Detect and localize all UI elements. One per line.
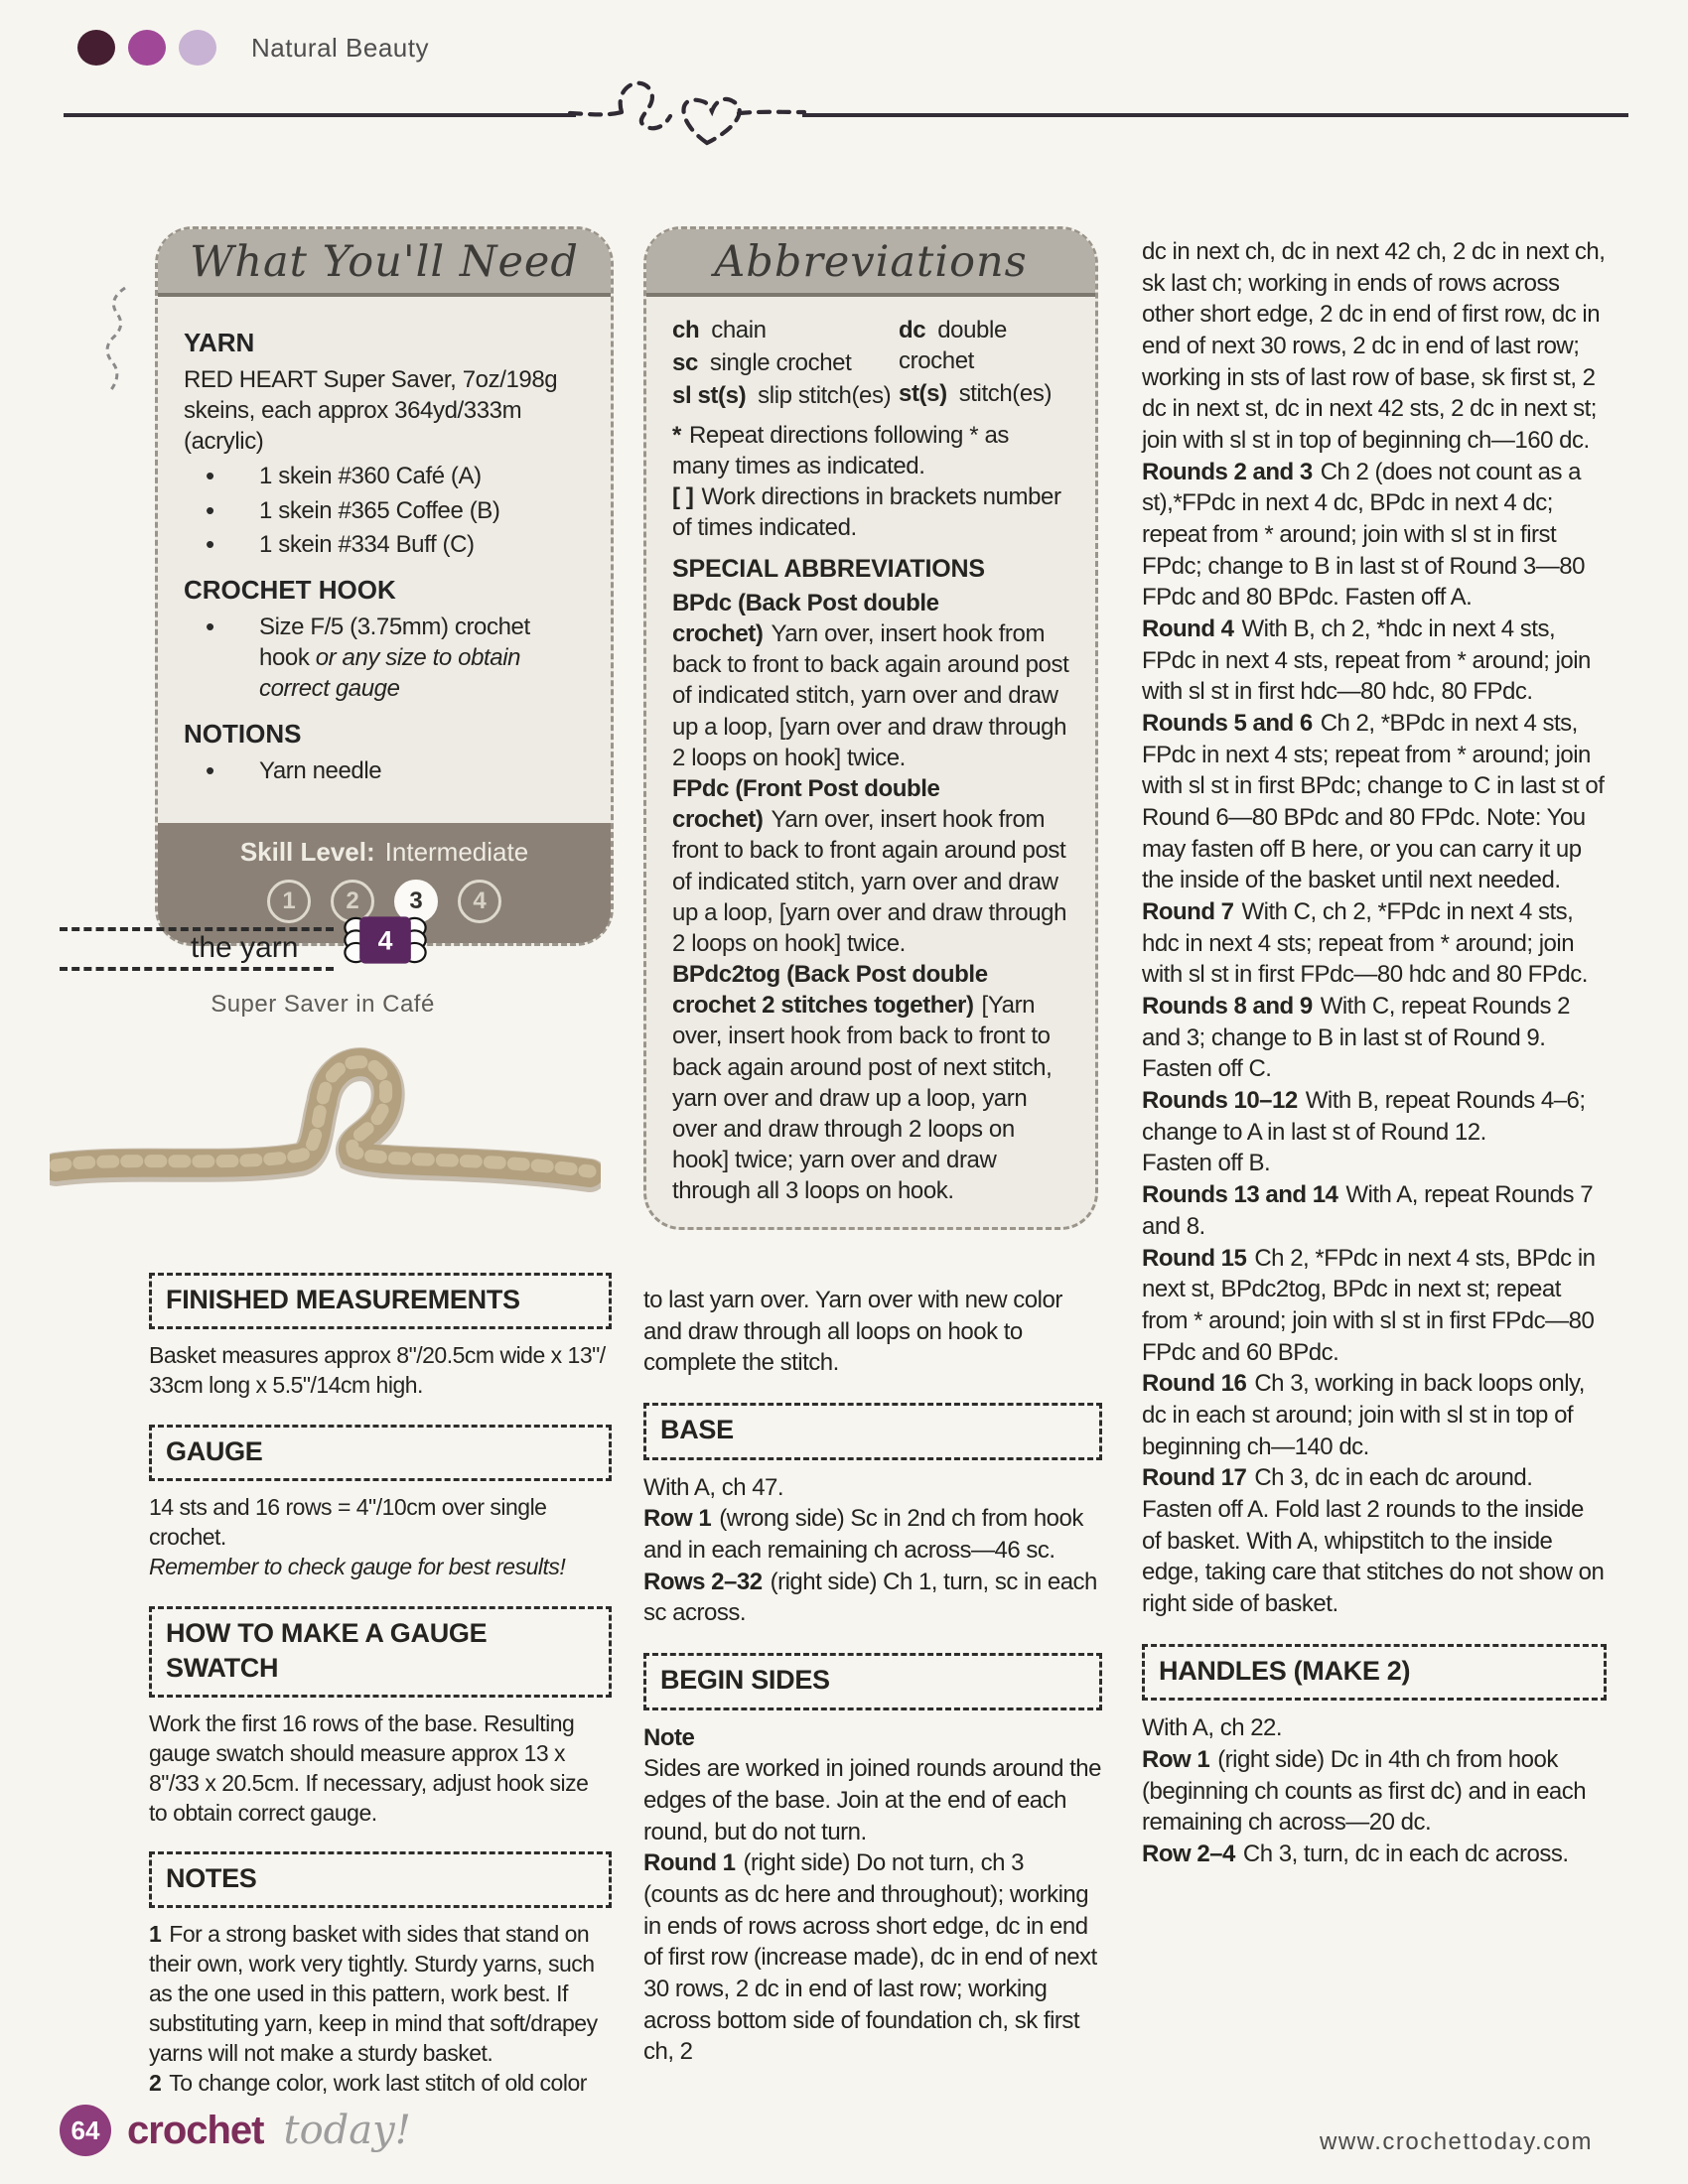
instruction-paragraph: Round 1 (right side) Do not turn, ch 3 (counts as dc here and throughout); working in ends of rows across short edge, dc in end of first row (increase made), dc in end of next 30 rows, 2 dc in end of last row; working across bottom side of foundation ch, sk first ch, 2 xyxy=(643,1849,1097,2066)
handles-section xyxy=(1142,1644,1607,1870)
special-abbreviations-heading: SPECIAL ABBREVIATIONS xyxy=(672,555,985,584)
special-abbreviation: BPdc (Back Post double crochet) Yarn over, insert hook from back to front to back again around post of indicated stitch, yarn over and draw up a loop, [yarn over and draw through 2 loops on hook] twice. xyxy=(672,589,1069,771)
continuation-paragraph: to last yarn over. Yarn over with new color and draw through all loops on hook to complete the stitch. xyxy=(643,1287,1062,1377)
finished-measurements-section xyxy=(149,1273,612,1401)
abbreviation-note: * Repeat directions following * as many times as indicated. xyxy=(672,421,1010,479)
panel-title: Abbreviations xyxy=(714,237,1028,287)
skill-level-dot: 4 xyxy=(458,880,501,923)
yarn-list-item: • 1 skein #365 Coffee (B) xyxy=(184,495,585,526)
abbreviation-row: sc single crochet xyxy=(672,349,852,377)
begin-sides-section xyxy=(643,1653,1102,2068)
body-paragraph: 14 sts and 16 rows = 4"/10cm over single crochet. xyxy=(149,1493,547,1550)
panel-body xyxy=(646,297,1095,1227)
right-column xyxy=(1142,236,1607,1870)
abbreviations-panel xyxy=(643,226,1098,1230)
instruction-paragraph: Round 15 Ch 2, *FPdc in next 4 sts, BPdc in next st, BPdc2tog, BPdc in next st; repeat from * around; join with sl st in first FPdc—80 FPdc and 60 BPdc. xyxy=(1142,1244,1596,1366)
yarn-description: RED HEART Super Saver, 7oz/198g skeins, each approx 364yd/333m (acrylic) xyxy=(184,365,558,456)
hook-heading: CROCHET HOOK xyxy=(184,574,396,605)
yarn-caption: Super Saver in Café xyxy=(211,991,435,1018)
instruction-paragraph: Round 17 Ch 3, dc in each dc around. Fasten off A. Fold last 2 rounds to the inside of basket. With A, whipstitch to the inside edge, taking care that stitches do not show on right side of basket. xyxy=(1142,1464,1605,1617)
section-heading: BEGIN SIDES xyxy=(643,1653,1102,1710)
color-dot-dark-icon xyxy=(77,30,115,66)
skill-level-value: Intermediate xyxy=(384,837,529,868)
hook-list-item xyxy=(184,612,585,705)
instruction-paragraph: Rounds 13 and 14 With A, repeat Rounds 7 and 8. xyxy=(1142,1181,1594,1240)
abbreviation-notes xyxy=(672,420,1069,544)
dashed-line xyxy=(60,967,334,971)
instruction-paragraph: Rows 2–32 (right side) Ch 1, turn, sc in each sc across. xyxy=(643,1568,1097,1627)
yarn-squiggle-icon xyxy=(91,286,147,395)
brand-name: crochet xyxy=(127,2108,264,2152)
gauge-swatch-section xyxy=(149,1606,612,1829)
divider-rule xyxy=(64,113,576,117)
section-eyebrow: Natural Beauty xyxy=(251,32,429,63)
instruction-paragraph: With A, ch 22. xyxy=(1142,1714,1283,1742)
instruction-paragraph: Row 1 (right side) Dc in 4th ch from hook (beginning ch counts as first dc) and in each remaining ch across—20 dc. xyxy=(1142,1745,1587,1837)
instruction-paragraph: Sides are worked in joined rounds around the edges of the base. Join at the end of each round, but do not turn. xyxy=(643,1755,1101,1845)
yarn-heading: YARN xyxy=(184,328,255,357)
yarn-list-item: • 1 skein #334 Buff (C) xyxy=(184,529,585,560)
crochet-chain-photo xyxy=(50,1009,601,1222)
instruction-paragraph: Round 4 With B, ch 2, *hdc in next 4 sts, FPdc in next 4 sts, repeat from * around; join with sl st in first hdc—80 hdc, 80 FPdc. xyxy=(1142,615,1591,706)
panel-title: What You'll Need xyxy=(190,237,579,287)
body-paragraph: 2 To change color, work last stitch of old color xyxy=(149,2069,587,2096)
body-paragraph: Work the first 16 rows of the base. Resulting gauge swatch should measure approx 13 x 8"/33 x 20.5cm. If necessary, adjust hook size to obtain correct gauge. xyxy=(149,1709,589,1826)
color-dot-lavender-icon xyxy=(179,30,216,66)
abbreviation-note: [ ] Work directions in brackets number of times indicated. xyxy=(672,482,1061,542)
heart-doodle-icon xyxy=(568,71,806,167)
panel-header xyxy=(158,229,611,297)
instruction-paragraph: Rounds 8 and 9 With C, repeat Rounds 2 and 3; change to B in last st of Round 9. xyxy=(1142,993,1570,1051)
website-url: www.crochettoday.com xyxy=(1320,2128,1593,2155)
abbreviation-row: st(s) stitch(es) xyxy=(899,380,1053,408)
notions-list-item: • Yarn needle xyxy=(184,755,585,786)
abbreviation-row: ch chain xyxy=(672,317,767,343)
instruction-paragraph: Fasten off B. xyxy=(1142,1150,1271,1177)
yarn-callout-label: the yarn xyxy=(191,931,299,964)
section-heading: FINISHED MEASUREMENTS xyxy=(149,1273,612,1329)
instruction-paragraph: dc in next ch, dc in next 42 ch, 2 dc in next ch, sk last ch; working in ends of rows across other short edge, 2 dc in end of first row, dc in end of next 30 rows, 2 dc in end of last row; working in sts of last row of base, sk first st, 2 dc in next st, dc in next 42 sts, 2 dc in next st; join with sl st in top of beginning ch—160 dc. xyxy=(1142,238,1606,455)
brand-name-script: today! xyxy=(283,2108,411,2153)
yarn-list-item: • 1 skein #360 Café (A) xyxy=(184,461,585,491)
special-abbreviation: BPdc2tog (Back Post double crochet 2 stitches together) [Yarn over, insert hook from back to front to back again around post of next stitch, yarn over and draw up a loop, yarn over and draw through 2 loops on hook] twice; yarn over and draw through all 3 loops on hook. xyxy=(672,961,1053,1205)
abbreviation-column xyxy=(672,313,899,414)
skill-level-label: Skill Level: xyxy=(239,837,375,868)
page-header xyxy=(77,30,429,66)
what-youll-need-panel xyxy=(155,226,614,946)
abbreviation-column xyxy=(899,313,1069,414)
special-abbreviation: FPdc (Front Post double crochet) Yarn over, insert hook from front to back to front again around post of indicated stitch, yarn over and draw up a loop, [yarn over and draw through 2 loops on hook] twice. xyxy=(672,774,1067,957)
body-paragraph: 1 For a strong basket with sides that stand on their own, work very tightly. Sturdy yarns, such as the one used in this pattern, work best. If substituting yarn, keep in mind that soft/drapey yarns will not make a sturdy basket. xyxy=(149,1921,598,2067)
skill-level-dot: 1 xyxy=(267,880,311,923)
base-section xyxy=(643,1403,1102,1629)
abbreviation-grid xyxy=(672,313,1069,414)
instruction-paragraph: Round 16 Ch 3, working in back loops only, dc in each st around; join with sl st in top of beginning ch—140 dc. xyxy=(1142,1370,1585,1460)
instruction-paragraph: Row 2–4 Ch 3, turn, dc in each dc across. xyxy=(1142,1840,1569,1867)
notes-section xyxy=(149,1851,612,2098)
instruction-paragraph: Rounds 10–12 With B, repeat Rounds 4–6; change to A in last st of Round 12. xyxy=(1142,1087,1586,1146)
abbreviation-row: sl st(s) slip stitch(es) xyxy=(672,382,892,410)
section-heading: HOW TO MAKE A GAUGE SWATCH xyxy=(149,1606,612,1698)
gauge-section xyxy=(149,1425,612,1582)
yarn-list xyxy=(184,461,585,560)
body-paragraph: Remember to check gauge for best results! xyxy=(149,1553,566,1579)
yarn-skein-icon xyxy=(338,911,433,969)
body-paragraph: Basket measures approx 8"/20.5cm wide x 13"/ 33cm long x 5.5"/14cm high. xyxy=(149,1342,606,1398)
instruction-paragraph: Note xyxy=(643,1723,695,1751)
instruction-paragraph: Row 1 (wrong side) Sc in 2nd ch from hook and in each remaining ch across—46 sc. xyxy=(643,1505,1083,1564)
panel-body xyxy=(158,297,611,809)
special-abbreviations xyxy=(672,588,1069,1207)
section-heading: HANDLES (MAKE 2) xyxy=(1142,1644,1607,1702)
section-heading: GAUGE xyxy=(149,1425,612,1481)
instruction-paragraph: With A, ch 47. xyxy=(643,1473,784,1501)
instruction-paragraph: Fasten off C. xyxy=(1142,1055,1272,1083)
page-number-badge: 64 xyxy=(60,2105,111,2156)
hook-text: Size F/5 (3.75mm) crochet hook xyxy=(259,613,530,671)
section-heading: NOTES xyxy=(149,1851,612,1908)
skill-level-dot: 3 xyxy=(394,880,438,923)
notions-heading: NOTIONS xyxy=(184,719,302,750)
panel-header xyxy=(646,229,1095,297)
instruction-paragraph: Round 7 With C, ch 2, *FPdc in next 4 sts, hdc in next 4 sts; repeat from * around; join with sl st in first FPdc—80 hdc and 80 FPdc. xyxy=(1142,898,1588,989)
hook-text-italic: or any size to obtain correct gauge xyxy=(259,643,521,703)
middle-column xyxy=(643,1285,1102,2068)
divider-rule xyxy=(802,113,1628,117)
instruction-paragraph: Rounds 2 and 3 Ch 2 (does not count as a st),*FPdc in next 4 dc, BPdc in next 4 dc; repeat from * around; join with sl st in first FPdc; change to B in last st of Round 3—80 FPdc and 80 BPdc. Fasten off A. xyxy=(1142,458,1585,612)
left-column xyxy=(149,1273,612,2099)
instruction-paragraph: Rounds 5 and 6 Ch 2, *BPdc in next 4 sts, FPdc in next 4 sts; repeat from * around; join with sl st in first BPdc; change to C in last st of Round 6—80 BPdc and 80 FPdc. Note: You may fasten off B here, or you can carry it up the inside of the basket until next needed. xyxy=(1142,710,1605,894)
skill-level-dot: 2 xyxy=(331,880,374,923)
color-dot-purple-icon xyxy=(128,30,166,66)
section-heading: BASE xyxy=(643,1403,1102,1460)
skill-level-line xyxy=(158,837,611,868)
yarn-weight-number: 4 xyxy=(377,925,393,956)
abbreviation-row: dc double crochet xyxy=(899,317,1007,375)
footer-brand xyxy=(60,2105,411,2156)
